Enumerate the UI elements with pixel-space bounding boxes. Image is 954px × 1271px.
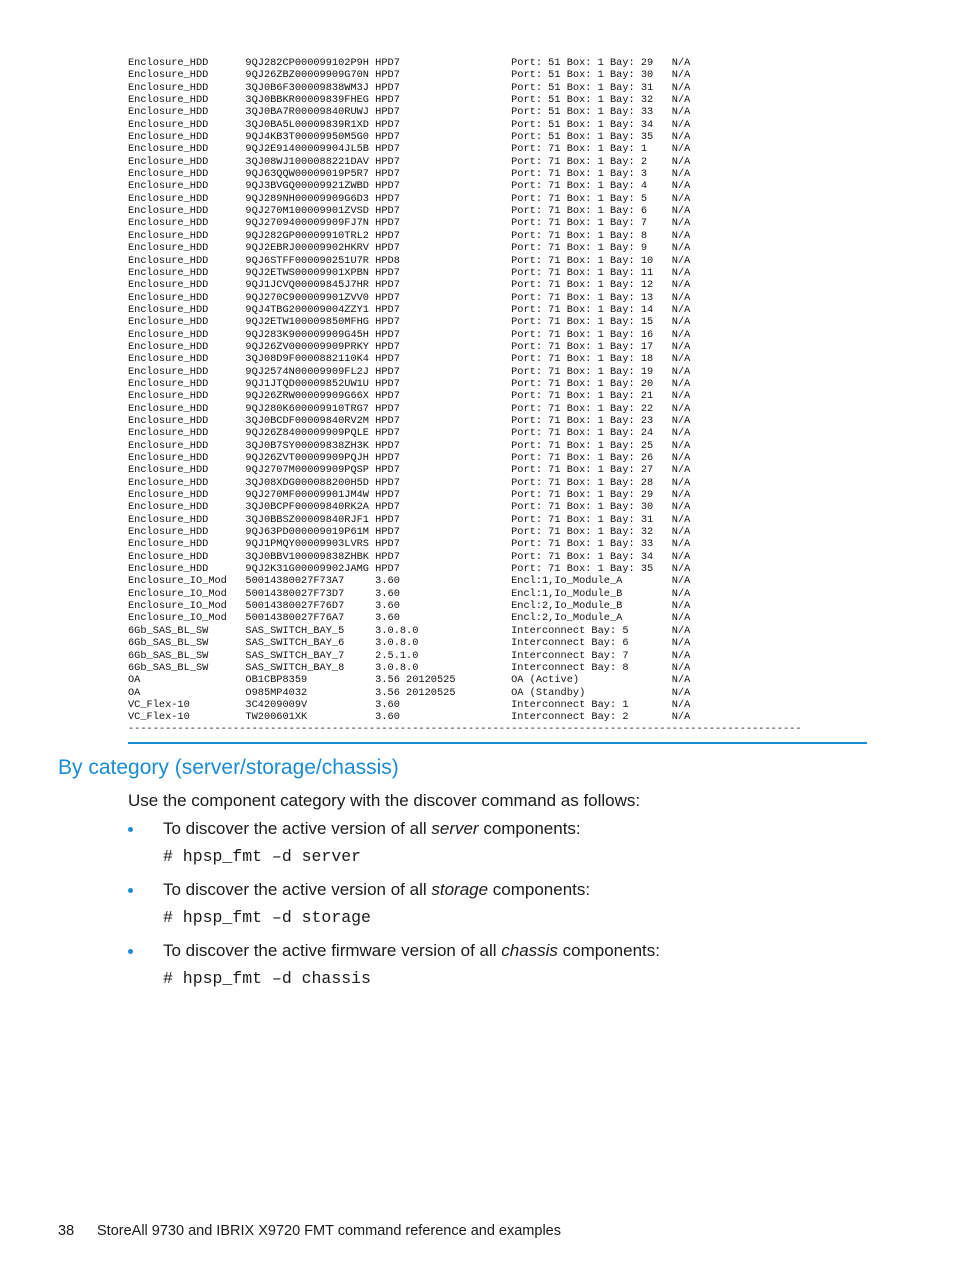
listing-row: VC_Flex-10 TW200601XK 3.60 Interconnect Bay: 2 N/A: [128, 711, 691, 724]
listing-row: Enclosure_HDD 9QJ2ETWS00009901XPBN HPD7 Port: 71 Box: 1 Bay: 11 N/A: [128, 266, 691, 279]
command-storage: # hpsp_fmt –d storage: [163, 908, 371, 927]
section-heading: By category (server/storage/chassis): [58, 756, 399, 779]
listing-row: Enclosure_IO_Mod 50014380027F73A7 3.60 Encl:1,Io_Module_A N/A: [128, 575, 691, 588]
listing-row: Enclosure_HDD 9QJ2707M00009909PQSP HPD7 Port: 71 Box: 1 Bay: 27 N/A: [128, 464, 691, 477]
page-number: 38: [58, 1223, 75, 1239]
listing-row: Enclosure_HDD 9QJ2EBRJ00009902HKRV HPD7 Port: 71 Box: 1 Bay: 9 N/A: [128, 242, 691, 255]
listing-separator: -------------------------------------------------------------------------------------------------------------: [128, 723, 802, 735]
listing-row: Enclosure_HDD 9QJ4TBG200009004ZZY1 HPD7 Port: 71 Box: 1 Bay: 14 N/A: [128, 303, 691, 316]
listing-row: Enclosure_HDD 3QJ08XDG000088200H5D HPD7 Port: 71 Box: 1 Bay: 28 N/A: [128, 476, 691, 489]
listing-row: Enclosure_HDD 3QJ0BBKR00009839FHEG HPD7 Port: 51 Box: 1 Bay: 32 N/A: [128, 94, 691, 107]
bullet-text: To discover the active version of all server components:: [163, 819, 581, 838]
listing-row: Enclosure_HDD 9QJ270C900009901ZVV0 HPD7 Port: 71 Box: 1 Bay: 13 N/A: [128, 291, 691, 304]
bullet-icon: [128, 949, 133, 954]
listing-row: Enclosure_HDD 9QJ6STFF000090251U7R HPD8 Port: 71 Box: 1 Bay: 10 N/A: [128, 254, 691, 267]
bullet-icon: [128, 827, 133, 832]
listing-row: Enclosure_HDD 3QJ0BBV100009838ZHBK HPD7 Port: 71 Box: 1 Bay: 34 N/A: [128, 550, 691, 563]
listing-row: Enclosure_HDD 9QJ282CP000099102P9H HPD7 Port: 51 Box: 1 Bay: 29 N/A: [128, 57, 691, 69]
listing-row: 6Gb_SAS_BL_SW SAS_SWITCH_BAY_8 3.0.8.0 Interconnect Bay: 8 N/A: [128, 661, 691, 674]
listing-row: 6Gb_SAS_BL_SW SAS_SWITCH_BAY_7 2.5.1.0 Interconnect Bay: 7 N/A: [128, 649, 691, 662]
listing-row: Enclosure_HDD 9QJ26ZRW00009909G66X HPD7 Port: 71 Box: 1 Bay: 21 N/A: [128, 390, 691, 403]
listing-row: Enclosure_HDD 3QJ0B6F300009838WM3J HPD7 Port: 51 Box: 1 Bay: 31 N/A: [128, 81, 691, 94]
listing-row: Enclosure_HDD 3QJ0BBSZ00009840RJF1 HPD7 Port: 71 Box: 1 Bay: 31 N/A: [128, 513, 691, 526]
listing-row: Enclosure_IO_Mod 50014380027F76D7 3.60 Encl:2,Io_Module_B N/A: [128, 600, 691, 613]
listing-row: Enclosure_HDD 3QJ0BA5L00009839R1XD HPD7 Port: 51 Box: 1 Bay: 34 N/A: [128, 118, 691, 131]
listing-row: Enclosure_HDD 9QJ1JTQD00009852UW1U HPD7 Port: 71 Box: 1 Bay: 20 N/A: [128, 377, 691, 390]
listing-row: Enclosure_HDD 9QJ270MF00009901JM4W HPD7 Port: 71 Box: 1 Bay: 29 N/A: [128, 489, 691, 502]
listing-row: Enclosure_HDD 3QJ0B7SY00009838ZH3K HPD7 Port: 71 Box: 1 Bay: 25 N/A: [128, 439, 691, 452]
listing-row: Enclosure_HDD 9QJ26ZVT00009909PQJH HPD7 Port: 71 Box: 1 Bay: 26 N/A: [128, 452, 691, 464]
listing-row: Enclosure_HDD 9QJ280K600009910TRG7 HPD7 Port: 71 Box: 1 Bay: 22 N/A: [128, 402, 691, 415]
bullet-text: To discover the active firmware version of all chassis components:: [163, 941, 660, 960]
listing-row: Enclosure_HDD 9QJ3BVGQ00009921ZWBD HPD7 Port: 71 Box: 1 Bay: 4 N/A: [128, 180, 691, 193]
listing-row: Enclosure_HDD 3QJ0BCPF00009840RK2A HPD7 Port: 71 Box: 1 Bay: 30 N/A: [128, 501, 691, 514]
listing-row: Enclosure_HDD 9QJ289NH00009909G6D3 HPD7 Port: 71 Box: 1 Bay: 5 N/A: [128, 192, 691, 205]
bullet-text: To discover the active version of all storage components:: [163, 880, 591, 899]
listing-row: 6Gb_SAS_BL_SW SAS_SWITCH_BAY_5 3.0.8.0 Interconnect Bay: 5 N/A: [128, 624, 691, 637]
listing-row: Enclosure_HDD 9QJ270M100009901ZVSD HPD7 Port: 71 Box: 1 Bay: 6 N/A: [128, 205, 691, 218]
listing-row: Enclosure_HDD 9QJ4KB3T00009950M5G0 HPD7 Port: 51 Box: 1 Bay: 35 N/A: [128, 131, 691, 144]
listing-row: Enclosure_HDD 3QJ0BCDF00009840RV2M HPD7 Port: 71 Box: 1 Bay: 23 N/A: [128, 414, 691, 427]
listing-row: Enclosure_HDD 9QJ283K900009909G45H HPD7 Port: 71 Box: 1 Bay: 16 N/A: [128, 328, 691, 341]
listing-row: Enclosure_HDD 9QJ2574N00009909FL2J HPD7 Port: 71 Box: 1 Bay: 19 N/A: [128, 365, 691, 378]
listing-row: VC_Flex-10 3C4209009V 3.60 Interconnect Bay: 1 N/A: [128, 698, 691, 711]
section-divider: [128, 742, 867, 744]
listing-row: Enclosure_HDD 9QJ2709400009909FJ7N HPD7 Port: 71 Box: 1 Bay: 7 N/A: [128, 217, 691, 230]
listing-row: Enclosure_HDD 9QJ2ETW100009850MFHG HPD7 Port: 71 Box: 1 Bay: 15 N/A: [128, 316, 691, 329]
command-server: # hpsp_fmt –d server: [163, 847, 362, 866]
listing-row: Enclosure_IO_Mod 50014380027F76A7 3.60 Encl:2,Io_Module_A N/A: [128, 612, 691, 625]
listing-row: Enclosure_HDD 9QJ63PD000009019P61M HPD7 Port: 71 Box: 1 Bay: 32 N/A: [128, 526, 691, 539]
listing-row: Enclosure_HDD 3QJ08WJ1000088221DAV HPD7 Port: 71 Box: 1 Bay: 2 N/A: [128, 155, 691, 168]
listing-row: Enclosure_HDD 3QJ08D9F0000882110K4 HPD7 Port: 71 Box: 1 Bay: 18 N/A: [128, 353, 691, 366]
listing-row: Enclosure_HDD 9QJ26ZBZ00009909G70N HPD7 Port: 51 Box: 1 Bay: 30 N/A: [128, 69, 691, 82]
listing-row: Enclosure_HDD 3QJ0BA7R00009840RUWJ HPD7 Port: 51 Box: 1 Bay: 33 N/A: [128, 106, 691, 119]
firmware-listing: [128, 57, 690, 724]
footer-title: StoreAll 9730 and IBRIX X9720 FMT command reference and examples: [97, 1223, 561, 1239]
listing-row: Enclosure_IO_Mod 50014380027F73D7 3.60 Encl:1,Io_Module_B N/A: [128, 587, 691, 600]
command-chassis: # hpsp_fmt –d chassis: [163, 969, 371, 988]
bullet-icon: [128, 888, 133, 893]
listing-row: Enclosure_HDD 9QJ1PMQY00009903LVRS HPD7 Port: 71 Box: 1 Bay: 33 N/A: [128, 538, 691, 551]
listing-row: OA O985MP4032 3.56 20120525 OA (Standby) N/A: [128, 686, 691, 699]
listing-row: Enclosure_HDD 9QJ26Z8400009909PQLE HPD7 Port: 71 Box: 1 Bay: 24 N/A: [128, 427, 691, 440]
listing-row: Enclosure_HDD 9QJ63QQW00009019P5R7 HPD7 Port: 71 Box: 1 Bay: 3 N/A: [128, 168, 691, 181]
listing-row: Enclosure_HDD 9QJ2E91400009904JL5B HPD7 Port: 71 Box: 1 Bay: 1 N/A: [128, 143, 691, 156]
listing-row: Enclosure_HDD 9QJ26ZV000009909PRKY HPD7 Port: 71 Box: 1 Bay: 17 N/A: [128, 340, 691, 353]
listing-row: Enclosure_HDD 9QJ282GP00009910TRL2 HPD7 Port: 71 Box: 1 Bay: 8 N/A: [128, 229, 691, 242]
listing-row: Enclosure_HDD 9QJ2K31G00009902JAMG HPD7 Port: 71 Box: 1 Bay: 35 N/A: [128, 563, 691, 576]
listing-row: 6Gb_SAS_BL_SW SAS_SWITCH_BAY_6 3.0.8.0 Interconnect Bay: 6 N/A: [128, 637, 691, 650]
section-intro: Use the component category with the discover command as follows:: [128, 791, 641, 810]
listing-row: OA OB1CBP8359 3.56 20120525 OA (Active) N/A: [128, 674, 691, 687]
listing-row: Enclosure_HDD 9QJ1JCVQ00009845J7HR HPD7 Port: 71 Box: 1 Bay: 12 N/A: [128, 279, 691, 292]
